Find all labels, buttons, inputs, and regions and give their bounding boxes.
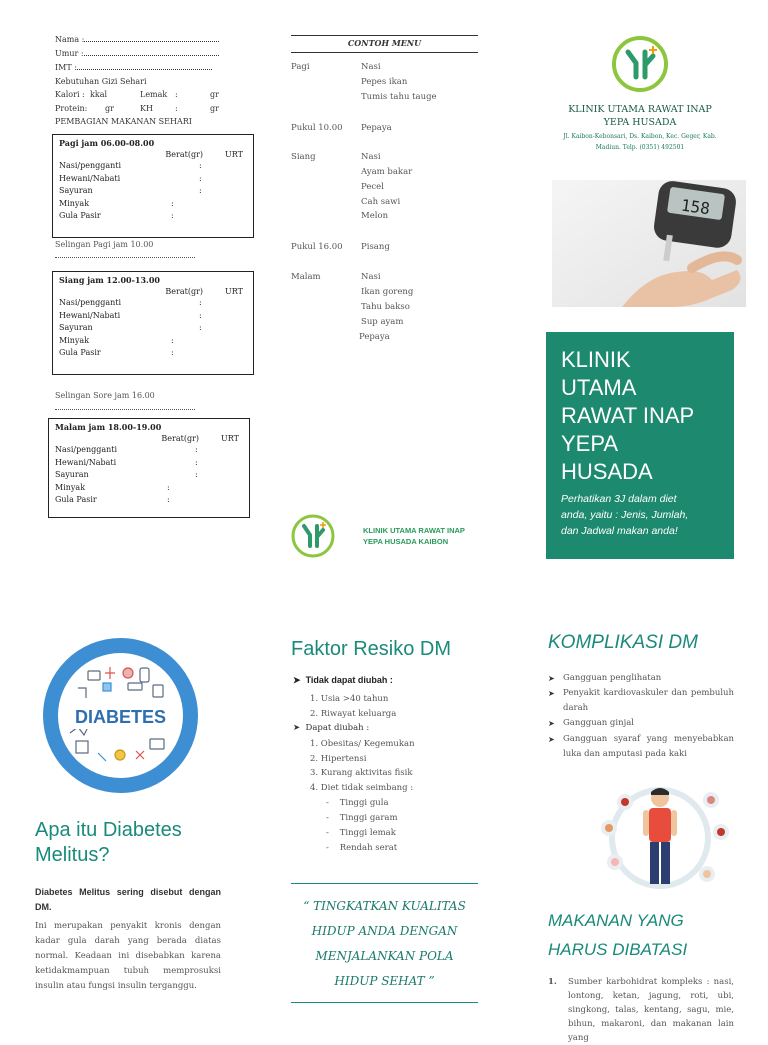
menu-time: Pukul 16.00 [291, 242, 343, 252]
meal-box-malam: Malam jam 18.00-19.00 Berat(gr) URT Nasi/pengganti : Hewani/Nabati : Sayuran : Minyak : Gula Pasir : [48, 418, 250, 518]
komplikasi-item: ➤ Gangguan ginjal [548, 716, 734, 731]
cover-tagline: Perhatikan 3J dalam diet anda, yaitu : Jenis, Jumlah, dan Jadwal makan anda! [561, 493, 689, 537]
selingan-pagi-line [55, 257, 195, 258]
menu-item: Nasi [361, 62, 381, 72]
menu-item: Tahu bakso [361, 302, 410, 312]
menu-time: Pukul 10.00 [291, 123, 343, 133]
footer-clinic-name: KLINIK UTAMA RAWAT INAP YEPA HUSADA KAIBON [363, 526, 465, 546]
menu-item: Pecel [361, 182, 384, 192]
menu-time: Malam [291, 272, 321, 282]
col-berat: Berat(gr) [165, 150, 204, 159]
risk-item: 4. Diet tidak seimbang : [310, 783, 414, 793]
clinic-logo-small-icon [290, 513, 336, 559]
clinic-logo-icon [611, 35, 669, 93]
diet-item: - Rendah serat [326, 843, 398, 853]
menu-time: Siang [291, 152, 316, 162]
kalori-row: Kalori : kkal Lemak : gr [55, 90, 219, 99]
risk-item: 2. Riwayat keluarga [310, 709, 397, 719]
komplikasi-title: KOMPLIKASI DM [548, 632, 698, 653]
komplikasi-item: ➤ Penyakit kardiovaskuler dan pembuluh darah [548, 688, 734, 713]
menu-item: Nasi [361, 272, 381, 282]
cover-green-box [546, 332, 734, 559]
arrow-right-icon: ➤ [548, 719, 555, 728]
quote-box [291, 883, 478, 1003]
arrow-right-icon: ➤ [293, 723, 301, 733]
menu-item: Pepaya [361, 123, 392, 133]
menu-title: CONTOH MENU [347, 38, 422, 48]
menu-header-rule [291, 52, 478, 53]
meter-reading: 158 [679, 195, 712, 219]
field-nama: Nama : [55, 35, 219, 44]
diabetes-icons-pattern [58, 653, 183, 778]
diabetes-logo-word: DIABETES [74, 707, 167, 727]
menu-item: Sup ayam [361, 317, 404, 327]
tidak-dapat-diubah: ➤ Tidak dapat diubah : [293, 675, 393, 685]
menu-item: Nasi [361, 152, 381, 162]
meal-title: Pagi jam 06.00-08.00 [59, 138, 155, 148]
pembagian-heading: PEMBAGIAN MAKANAN SEHARI [55, 117, 192, 126]
col-urt: URT [225, 150, 243, 159]
arrow-right-icon: ➤ [548, 674, 555, 683]
diet-item: - Tinggi lemak [326, 828, 396, 838]
menu-time: Pagi [291, 62, 310, 72]
menu-item: Pisang [361, 242, 390, 252]
glucose-meter-photo [552, 180, 746, 307]
menu-top-rule [291, 35, 478, 36]
dm-definition-paragraph: Ini merupakan penyakit kronis dengan kadar gula darah yang berada diatas normal. Keadaan ini disebabkan karena ketidakmampuan tubuh memprosuksi insulin atau fungsi insulin terganggu. [35, 921, 221, 991]
dm-definition-bold: Diabetes Melitus sering disebut dengan DM. [35, 887, 221, 912]
field-imt: IMT : [55, 63, 212, 72]
protein-row: Protein: gr KH : gr [55, 104, 219, 113]
meal-title: Siang jam 12.00-13.00 [59, 275, 160, 285]
cover-address: Jl. Kaibon-Kebonsari, Ds. Kaibon, Kec. Geger, Kab. Madiun. Telp. (0351) 492501 [563, 133, 717, 151]
meal-box-siang: Siang jam 12.00-13.00 Berat(gr) URT Nasi/pengganti : Hewani/Nabati : Sayuran : Minyak : Gula Pasir : [52, 271, 254, 375]
arrow-right-icon: ➤ [548, 689, 555, 698]
risk-item: 2. Hipertensi [310, 754, 367, 764]
diabetes-logo [43, 638, 198, 793]
menu-item: Pepes ikan [361, 77, 408, 87]
dapat-diubah: ➤ Dapat diubah : [293, 723, 370, 733]
komplikasi-item: ➤ Gangguan penglihatan [548, 671, 734, 686]
field-umur: Umur : [55, 49, 219, 58]
makanan-dibatasi-title: MAKANAN YANG HARUS DIBATASI [548, 911, 688, 959]
selingan-sore: Selingan Sore jam 16.00 [55, 391, 155, 400]
cover-clinic-name: KLINIK UTAMA RAWAT INAP YEPA HUSADA [568, 104, 712, 128]
menu-item: Ikan goreng [361, 287, 414, 297]
complications-illustration [585, 776, 735, 894]
cover-big-title: KLINIK UTAMA RAWAT INAP YEPA HUSADA [561, 347, 695, 484]
quote-text: “ TINGKATKAN KUALITAS HIDUP ANDA DENGAN MENJALANKAN POLA HIDUP SEHAT ” [303, 899, 466, 988]
menu-item: Cah sawi [361, 197, 401, 207]
arrow-right-icon: ➤ [548, 735, 555, 744]
diet-item: - Tinggi garam [326, 813, 398, 823]
menu-item: Tumis tahu tauge [361, 92, 437, 102]
makanan-item: 1. Sumber karbohidrat kompleks : nasi, lontong, ketan, jagung, roti, ubi, singkong, talas, kentang, sagu, mie, bihun, makaroni, dan makanan lain yang [548, 977, 734, 1043]
komplikasi-item: ➤ Gangguan syaraf yang menyebabkan luka dan amputasi pada kaki [548, 734, 734, 759]
risk-item: 1. Obesitas/ Kegemukan [310, 739, 415, 749]
selingan-pagi: Selingan Pagi jam 10.00 [55, 240, 154, 249]
menu-item: Ayam bakar [361, 167, 413, 177]
menu-item: Melon [361, 211, 389, 221]
apa-itu-title: Apa itu Diabetes Melitus? [35, 819, 182, 866]
selingan-sore-line [55, 409, 195, 410]
arrow-right-icon: ➤ [293, 675, 301, 685]
kebutuhan-label: Kebutuhan Gizi Sehari [55, 77, 147, 86]
menu-item: Pepaya [359, 332, 390, 342]
risk-item: 1. Usia >40 tahun [310, 694, 389, 704]
diet-item: - Tinggi gula [326, 798, 389, 808]
faktor-resiko-title: Faktor Resiko DM [291, 638, 452, 660]
meal-title: Malam jam 18.00-19.00 [55, 422, 162, 432]
meal-box-pagi: Pagi jam 06.00-08.00 Berat(gr) URT Nasi/pengganti : Hewani/Nabati : Sayuran : Minyak : Gula Pasir : [52, 134, 254, 238]
risk-item: 3. Kurang aktivitas fisik [310, 768, 413, 778]
